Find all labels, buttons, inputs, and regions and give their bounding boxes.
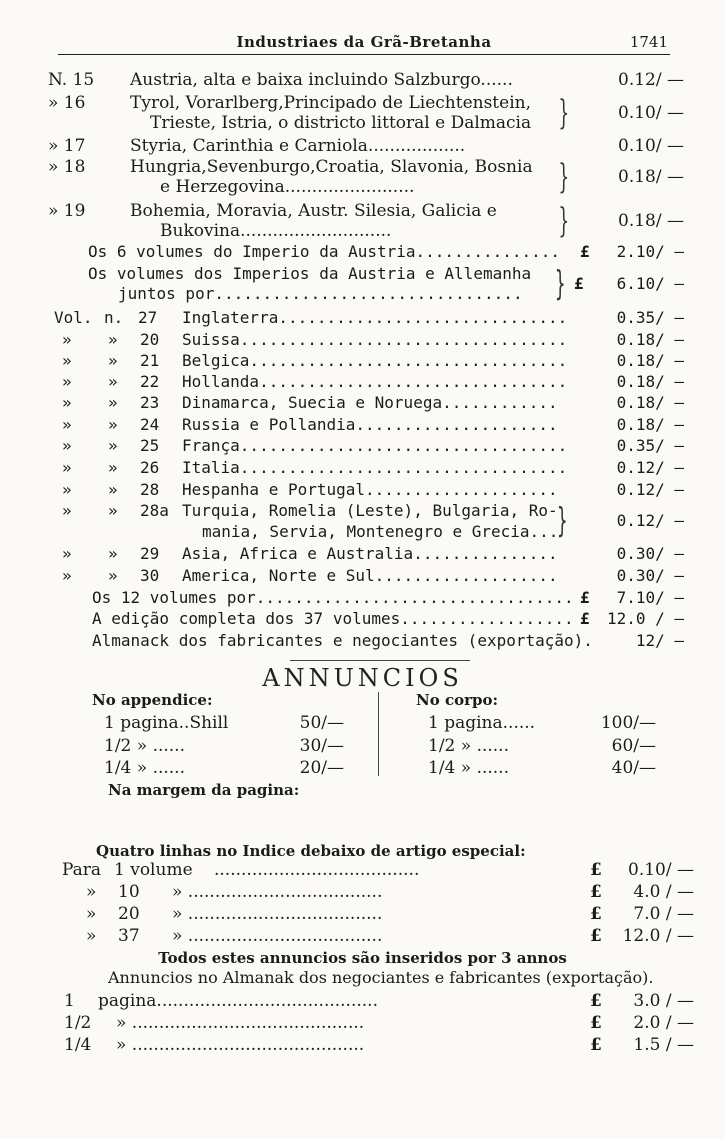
running-title: Industriaes da Grã-Bretanha	[236, 33, 492, 51]
entry-price: 30/—	[299, 736, 344, 756]
currency-symbol: £	[580, 242, 590, 261]
volume-number: 27	[138, 308, 158, 327]
entry-price: 4.0 / —	[633, 882, 694, 902]
volume-title: Russia e Pollandia.....................	[182, 415, 558, 434]
currency-symbol: £	[590, 1013, 602, 1033]
volume-abbrev: »	[108, 544, 118, 563]
brace-glyph: }	[558, 201, 570, 241]
volume-title: Belgica.................................	[182, 351, 568, 370]
entry-text: 1 pagina......	[428, 713, 536, 733]
volume-abbrev: »	[108, 480, 118, 499]
entry-text: Os 12 volumes por.................................	[92, 588, 574, 607]
volume-title: Turquia, Romelia (Leste), Bulgaria, Ro-	[182, 501, 558, 520]
entry-prefix: 1	[64, 991, 75, 1011]
volume-prefix: Vol.	[54, 308, 93, 327]
currency-symbol: £	[590, 991, 602, 1011]
volume-prefix: »	[62, 501, 72, 520]
entry-price: 0.18/ —	[618, 167, 684, 187]
volume-abbrev: »	[108, 372, 118, 391]
note-text: Todos estes annuncios são inseridos por 3 annos	[158, 949, 567, 967]
entry-text: 1/4 » ......	[428, 758, 509, 778]
currency-symbol: £	[580, 609, 590, 628]
entry-price: 0.12/ —	[616, 511, 684, 530]
currency-symbol: £	[590, 860, 602, 880]
entry-price: 0.18/ —	[616, 415, 684, 434]
entry-prefix: 1/2	[64, 1013, 92, 1033]
currency-symbol: £	[580, 588, 590, 607]
volume-prefix: »	[62, 436, 72, 455]
entry-text: » ....................................	[172, 882, 383, 902]
brace-glyph: }	[555, 264, 566, 304]
entry-price: 2.0 / —	[633, 1013, 694, 1033]
entry-price: 40/—	[611, 758, 656, 778]
entry-text: Os volumes dos Imperios da Austria e Allemanha	[88, 264, 532, 283]
entry-price: 0.12/ —	[616, 458, 684, 477]
entry-text: Trieste, Istria, o districto littoral e Dalmacia	[150, 113, 532, 133]
volume-number: 29	[140, 544, 160, 563]
volume-abbrev: »	[108, 458, 118, 477]
currency-symbol: £	[590, 882, 602, 902]
entry-count: 37	[118, 926, 140, 946]
volume-number: 23	[140, 393, 160, 412]
entry-text: Os 6 volumes do Imperio da Austria...............	[88, 242, 561, 261]
entry-text: Austria, alta e baixa incluindo Salzburgo......	[130, 70, 513, 90]
volume-title: Hespanha e Portugal....................	[182, 480, 558, 499]
entry-price: 12/ —	[635, 631, 684, 650]
subsection-heading: No appendice:	[92, 691, 213, 709]
entry-prefix: »	[86, 882, 97, 902]
entry-price: 0.35/ —	[616, 436, 684, 455]
entry-text: ......................................	[214, 860, 420, 880]
brace-glyph: }	[558, 93, 570, 133]
entry-text: Bohemia, Moravia, Austr. Silesia, Galicia e	[130, 201, 497, 221]
volume-number: 25	[140, 436, 160, 455]
volume-abbrev: »	[108, 351, 118, 370]
entry-price: 0.18/ —	[616, 372, 684, 391]
entry-price: 0.10/ —	[618, 103, 684, 123]
entry-price: 0.18/ —	[616, 393, 684, 412]
brace-glyph: }	[558, 157, 570, 197]
entry-price: 2.10/ —	[616, 242, 684, 261]
entry-price: 0.30/ —	[616, 544, 684, 563]
entry-text: Styria, Carinthia e Carniola..................	[130, 136, 466, 156]
volume-prefix: »	[62, 351, 72, 370]
volume-abbrev: »	[108, 415, 118, 434]
entry-text: e Herzegovina........................	[160, 177, 415, 197]
volume-prefix: »	[62, 566, 72, 585]
entry-prefix: »	[86, 904, 97, 924]
entry-price: 3.0 / —	[633, 991, 694, 1011]
entry-text: Almanack dos fabricantes e negociantes (exportação).	[92, 631, 593, 650]
column-divider	[378, 692, 379, 776]
volume-title: Hollanda................................	[182, 372, 568, 391]
volume-abbrev: »	[108, 566, 118, 585]
entry-price: 0.30/ —	[616, 566, 684, 585]
entry-price: 60/—	[611, 736, 656, 756]
entry-text: 1/4 » ......	[104, 758, 185, 778]
entry-prefix: »	[86, 926, 97, 946]
volume-prefix: »	[62, 480, 72, 499]
volume-number: 28a	[140, 501, 169, 520]
entry-text: 1/2 » ......	[428, 736, 509, 756]
entry-text: juntos por................................	[118, 284, 523, 303]
entry-prefix: 1/4	[64, 1035, 92, 1055]
entry-text: 1 pagina..Shill	[104, 713, 229, 733]
section-title: ANNUNCIOS	[262, 664, 463, 692]
volume-title: França..................................	[182, 436, 568, 455]
entry-text: A edição completa dos 37 volumes..................	[92, 609, 574, 628]
volume-title: Inglaterra..............................	[182, 308, 568, 327]
entry-number: » 17	[48, 136, 86, 156]
divider	[290, 660, 470, 661]
volume-number: 28	[140, 480, 160, 499]
volume-abbrev: »	[108, 501, 118, 520]
entry-count: 10	[118, 882, 140, 902]
entry-prefix: Para	[62, 860, 102, 880]
entry-price: 7.0 / —	[633, 904, 694, 924]
entry-text: Tyrol, Vorarlberg,Principado de Liechtenstein,	[130, 93, 531, 113]
entry-text: Hungria,Sevenburgo,Croatia, Slavonia, Bosnia	[130, 157, 533, 177]
volume-row	[62, 501, 688, 543]
entry-price: 0.12/ —	[618, 70, 684, 90]
volume-number: 24	[140, 415, 160, 434]
entry-text: » ....................................	[172, 926, 383, 946]
subsection-heading: Na margem da pagina:	[108, 781, 300, 799]
volume-prefix: »	[62, 372, 72, 391]
entry-text: » ...........................................	[116, 1013, 365, 1033]
entry-price: 6.10/ —	[616, 274, 684, 293]
volume-number: 30	[140, 566, 160, 585]
entry-price: 0.10/ —	[618, 136, 684, 156]
entry-price: 100/—	[600, 713, 656, 733]
entry-number: » 19	[48, 201, 86, 221]
entry-price: 0.35/ —	[616, 308, 684, 327]
volume-abbrev: n.	[104, 308, 124, 327]
volume-abbrev: »	[108, 436, 118, 455]
entry-text: 1/2 » ......	[104, 736, 185, 756]
volume-number: 22	[140, 372, 160, 391]
volume-title: Italia..................................	[182, 458, 568, 477]
entry-price: 0.12/ —	[616, 480, 684, 499]
volume-number: 20	[140, 330, 160, 349]
volume-abbrev: »	[108, 330, 118, 349]
currency-symbol: £	[590, 904, 602, 924]
entry-price: 0.18/ —	[616, 330, 684, 349]
entry-price: 20/—	[299, 758, 344, 778]
entry-price: 50/—	[299, 713, 344, 733]
subsection-heading: Quatro linhas no Indice debaixo de artigo especial:	[96, 842, 526, 860]
volume-title: Dinamarca, Suecia e Noruega............	[182, 393, 558, 412]
volume-prefix: »	[62, 415, 72, 434]
entry-count: 20	[118, 904, 140, 924]
entry-price: 1.5 / —	[633, 1035, 694, 1055]
currency-symbol: £	[574, 274, 584, 293]
volume-prefix: »	[62, 544, 72, 563]
entry-price: 7.10/ —	[616, 588, 684, 607]
page-number: 1741	[629, 33, 668, 51]
volume-title: America, Norte e Sul...................	[182, 566, 558, 585]
list-item	[88, 264, 688, 306]
entry-number: N. 15	[48, 70, 95, 90]
volume-prefix: »	[62, 330, 72, 349]
entry-text: Bukovina............................	[160, 221, 392, 241]
volume-number: 26	[140, 458, 160, 477]
entry-number: » 18	[48, 157, 86, 177]
currency-symbol: £	[590, 1035, 602, 1055]
volume-title: mania, Servia, Montenegro e Grecia...	[202, 522, 559, 541]
entry-text: » ...........................................	[116, 1035, 365, 1055]
entry-price: 12.0 / —	[606, 609, 684, 628]
volume-abbrev: »	[108, 393, 118, 412]
brace-glyph: }	[557, 501, 568, 541]
subsection-heading: No corpo:	[416, 691, 499, 709]
entry-price: 12.0 / —	[622, 926, 694, 946]
page-header	[58, 30, 670, 55]
entry-number: » 16	[48, 93, 86, 113]
entry-price: 0.10/ —	[628, 860, 694, 880]
volume-title: Suissa..................................	[182, 330, 568, 349]
volume-title: Asia, Africa e Australia...............	[182, 544, 558, 563]
volume-prefix: »	[62, 458, 72, 477]
list-item	[48, 93, 688, 135]
subsection-heading: Annuncios no Almanak dos negociantes e fabricantes (exportação).	[108, 968, 654, 987]
entry-price: 0.18/ —	[616, 351, 684, 370]
entry-text: pagina.........................................	[98, 991, 378, 1011]
entry-text: » ....................................	[172, 904, 383, 924]
volume-prefix: »	[62, 393, 72, 412]
list-item	[48, 201, 688, 243]
currency-symbol: £	[590, 926, 602, 946]
volume-number: 21	[140, 351, 160, 370]
list-item	[48, 157, 688, 199]
entry-price: 0.18/ —	[618, 211, 684, 231]
entry-count: 1 volume	[114, 860, 193, 880]
